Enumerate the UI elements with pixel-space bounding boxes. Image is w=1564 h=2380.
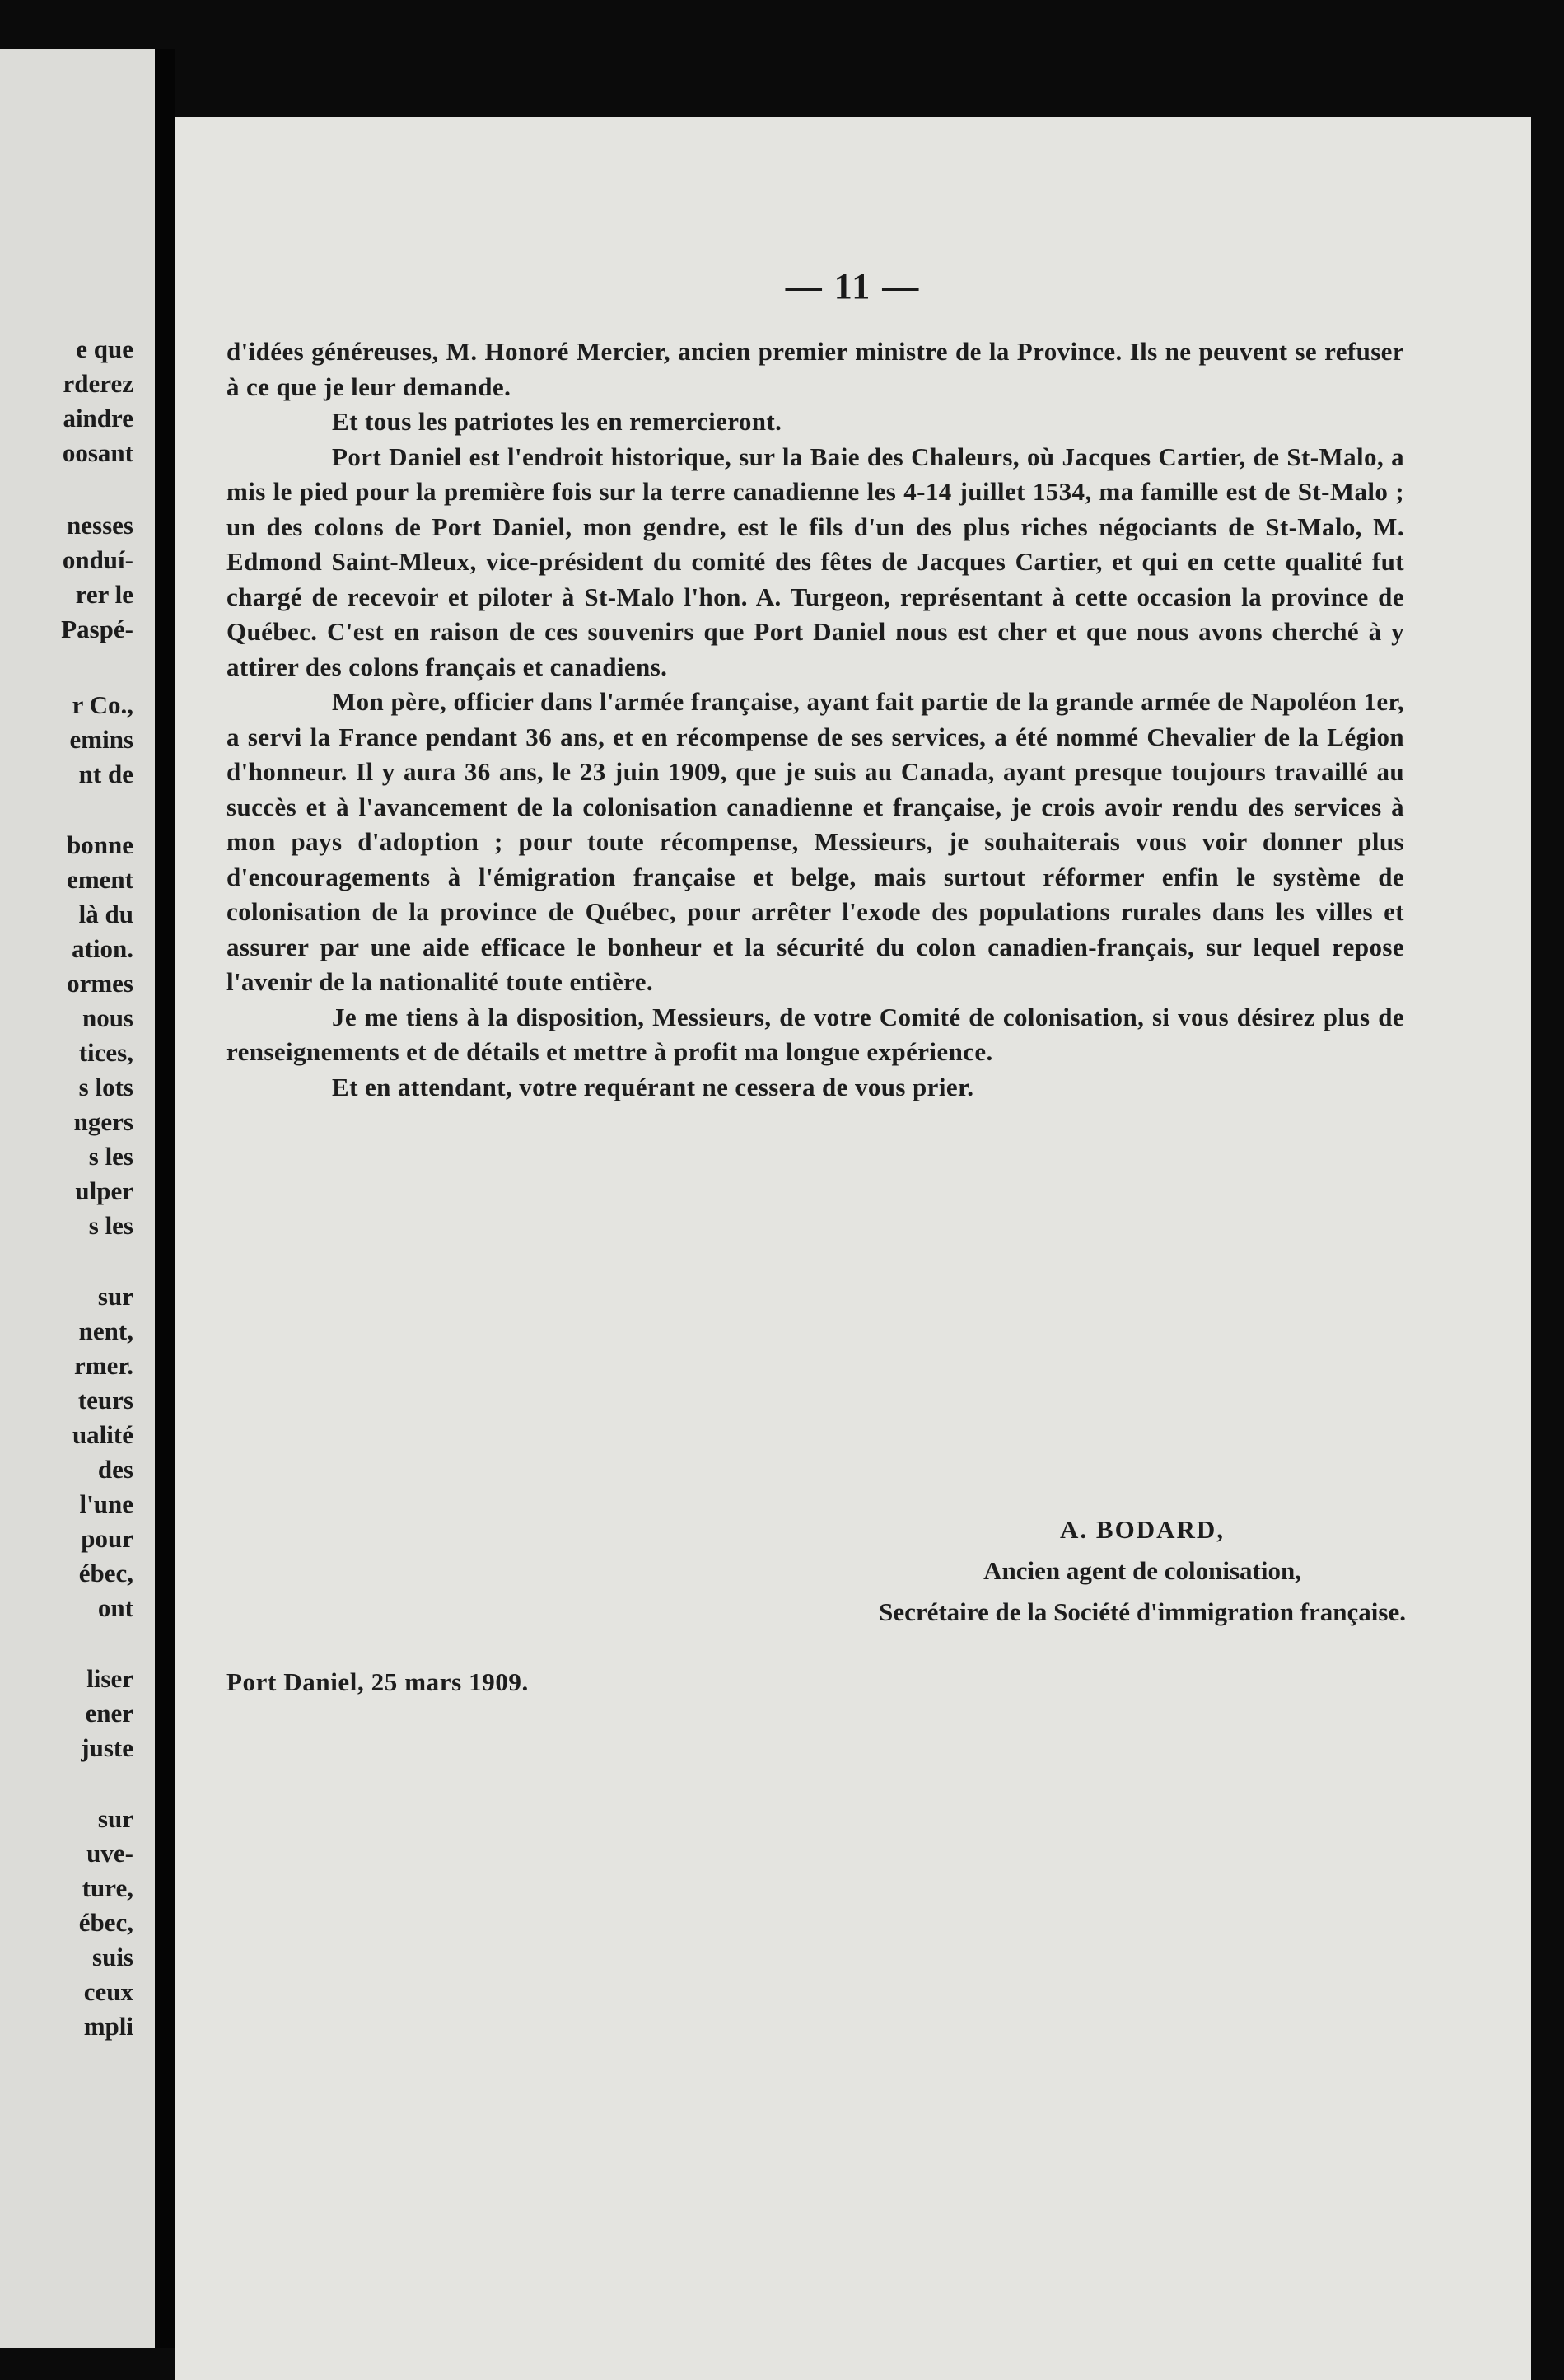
left-text-fragment: ébec, xyxy=(78,1559,133,1587)
paragraph: d'idées généreuses, M. Honoré Mercier, ancien premier ministre de la Province. Ils ne peuvent se refuser à ce que je leur demande. xyxy=(226,337,1404,401)
signatory-title: Ancien agent de colonisation, xyxy=(983,1556,1301,1585)
left-text-fragment: s les xyxy=(88,1211,133,1240)
body-text xyxy=(226,334,1404,1105)
left-text-fragment: rer le xyxy=(75,580,133,609)
left-text-fragment: liser xyxy=(86,1664,133,1693)
left-text-fragment: ont xyxy=(97,1593,133,1622)
left-text-fragment: mpli xyxy=(83,2012,133,2041)
left-text-fragment: ement xyxy=(67,865,133,894)
left-text-fragment: nt de xyxy=(78,760,133,788)
left-page-fragment xyxy=(0,49,155,2348)
page-gutter xyxy=(155,49,175,2348)
left-text-fragment: ébec, xyxy=(78,1908,133,1937)
place-date: Port Daniel, 25 mars 1909. xyxy=(226,1667,529,1696)
left-text-fragment: emins xyxy=(69,725,133,754)
left-text-fragment: nent, xyxy=(78,1316,133,1345)
left-text-fragment: s les xyxy=(88,1142,133,1171)
paragraph: Port Daniel est l'endroit historique, sur la Baie des Chaleurs, où Jacques Cartier, de St-Malo, a mis le pied pour la première fois sur la terre canadienne les 4-14 juillet 1534, ma famille est de St-Malo ; un des colons de Port Daniel, mon gendre, est le fils d'un des plus riches négociants de St-Malo, M. Edmond Saint-Mleux, vice-président du comité des fêtes de Jacques Cartier, et qui en cette qualité fut chargé de recevoir et piloter à St-Malo l'hon. A. Turgeon, représentant à cette occasion la province de Québec. C'est en raison de ces souvenirs que Port Daniel nous est cher et que nous avons cherché à y attirer des colons français et canadiens. xyxy=(226,442,1404,681)
page-number: — 11 — xyxy=(785,266,921,306)
left-text-fragment: oosant xyxy=(62,438,133,467)
left-text-fragment: pour xyxy=(81,1524,133,1553)
signature-block xyxy=(879,1509,1406,1633)
left-text-fragment: bonne xyxy=(67,830,133,859)
left-text-fragment: r Co., xyxy=(72,690,133,719)
left-text-fragment: ulper xyxy=(75,1176,133,1205)
paragraph: Mon père, officier dans l'armée française, ayant fait partie de la grande armée de Napoléon 1er, a servi la France pendant 36 ans, et en récompense de ses services, a été nommé Chevalier de la Légion d'honneur. Il y aura 36 ans, le 23 juin 1909, que je suis au Canada, ayant presque toujours travaillé au succès et à l'avancement de la colonisation canadienne et française, je crois avoir rendu des services à mon pays d'adoption ; pour toute récompense, Messieurs, je souhaiterais vous voir donner plus d'encouragements à l'émigration française et belge, mais surtout réformer enfin le système de colonisation de la province de Québec, pour arrêter l'exode des populations rurales dans les villes et assurer par une aide efficace le bonheur et la sécurité du colon canadien-français, sur lequel repose l'avenir de la nationalité toute entière. xyxy=(226,687,1404,996)
left-text-fragment: Paspé- xyxy=(61,615,133,643)
left-text-fragment: nesses xyxy=(67,511,133,540)
left-text-fragment: uve- xyxy=(86,1839,133,1868)
left-text-fragment: là du xyxy=(78,900,133,928)
left-text-fragment: ation. xyxy=(72,934,133,963)
left-text-fragment: suis xyxy=(92,1943,133,1971)
left-text-fragment: onduí- xyxy=(62,545,133,574)
left-text-fragment: rderez xyxy=(63,369,133,398)
paragraph: Et tous les patriotes les en remercieront. xyxy=(332,407,782,436)
left-text-fragment: ormes xyxy=(67,969,133,998)
left-text-fragment: ener xyxy=(85,1699,133,1728)
left-text-fragment: rmer. xyxy=(73,1351,133,1380)
left-text-fragment: ualité xyxy=(72,1420,133,1449)
left-text-fragment: ceux xyxy=(83,1977,133,2006)
left-text-fragment: teurs xyxy=(77,1386,133,1414)
left-text-fragment: juste xyxy=(81,1733,133,1762)
left-text-fragment: ture, xyxy=(82,1873,133,1902)
left-text-fragment: e que xyxy=(76,334,133,363)
left-text-fragment: tices, xyxy=(78,1038,133,1067)
left-text-fragment: sur xyxy=(97,1282,133,1311)
signatory-title: Secrétaire de la Société d'immigration française. xyxy=(879,1597,1406,1626)
left-text-fragment: s lots xyxy=(78,1073,133,1101)
left-text-fragment: sur xyxy=(97,1804,133,1833)
left-text-fragment: des xyxy=(97,1455,133,1484)
left-text-fragment: nous xyxy=(82,1003,133,1032)
left-text-fragment: aindre xyxy=(63,404,133,433)
main-page xyxy=(175,117,1531,2380)
left-text-fragment: ngers xyxy=(73,1107,133,1136)
paragraph: Et en attendant, votre requérant ne cessera de vous prier. xyxy=(332,1072,974,1101)
left-text-fragment: l'une xyxy=(79,1489,133,1518)
signatory-name: A. BODARD, xyxy=(1060,1515,1226,1544)
paragraph: Je me tiens à la disposition, Messieurs, de votre Comité de colonisation, si vous désirez plus de renseignements et de détails et mettre à profit ma longue expérience. xyxy=(226,1002,1404,1066)
